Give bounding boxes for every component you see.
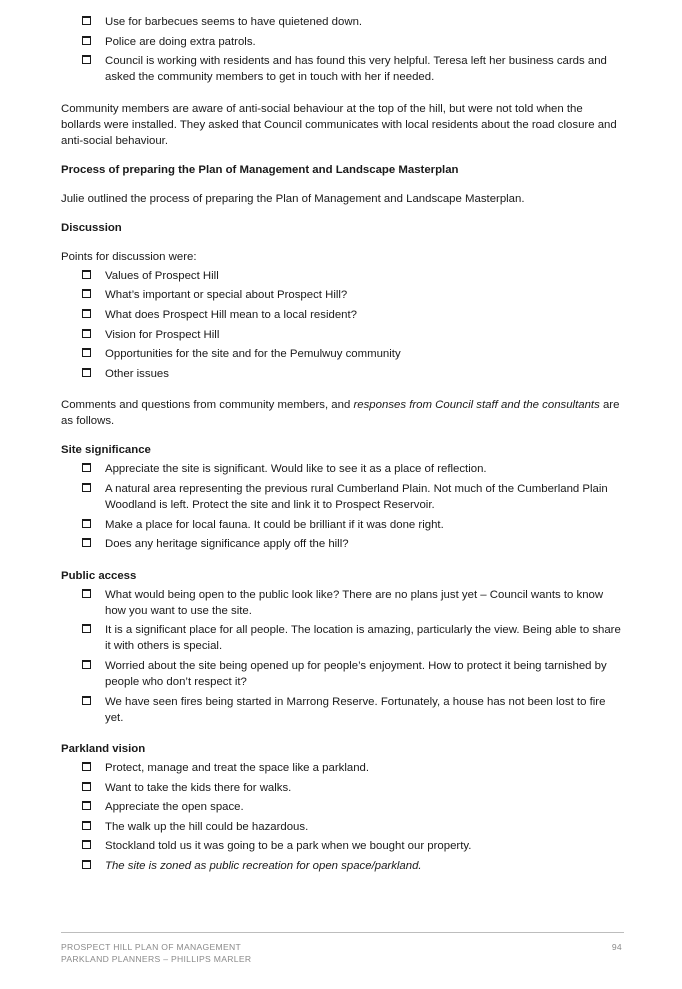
checkbox-bullet-icon [82,821,91,830]
checkbox-bullet-icon [82,519,91,528]
checkbox-bullet-icon [82,368,91,377]
list-item: What does Prospect Hill mean to a local resident? [82,307,621,323]
list-item: Council is working with residents and has found this very helpful. Teresa left her business cards and asked the community members to get in touch with her if needed. [82,53,621,85]
checkbox-bullet-icon [82,538,91,547]
list-item: Police are doing extra patrols. [82,34,621,50]
public-access-list [61,587,621,726]
list-item: We have seen fires being started in Marrong Reserve. Fortunately, a house has not been lost to fire yet. [82,694,621,726]
heading-site-significance: Site significance [61,444,151,457]
list-item: Opportunities for the site and for the Pemulwuy community [82,346,621,362]
paragraph-comments: Comments and questions from community members, and responses from Council staff and the consultants are as follows. [61,399,620,428]
list-item: Make a place for local fauna. It could be brilliant if it was done right. [82,517,621,533]
checkbox-bullet-icon [82,860,91,869]
checkbox-bullet-icon [82,840,91,849]
list-item: It is a significant place for all people. The location is amazing, particularly the view. Being able to share it with others is special. [82,622,621,654]
list-item: Appreciate the site is significant. Would like to see it as a place of reflection. [82,461,621,477]
list-item: A natural area representing the previous rural Cumberland Plain. Not much of the Cumberland Plain Woodland is left. Protect the site and link it to Prospect Reservoir. [82,481,621,513]
heading-discussion: Discussion [61,221,122,234]
page-footer [61,932,624,965]
list-item: The walk up the hill could be hazardous. [82,819,621,835]
footer-authors: PARKLAND PLANNERS – PHILLIPS MARLER [61,954,252,964]
checkbox-bullet-icon [82,762,91,771]
heading-process: Process of preparing the Plan of Management and Landscape Masterplan [61,163,459,176]
list-item: Protect, manage and treat the space like a parkland. [82,760,621,776]
list-item: Appreciate the open space. [82,799,621,815]
checkbox-bullet-icon [82,463,91,472]
intro-list [61,14,621,85]
checkbox-bullet-icon [82,801,91,810]
checkbox-bullet-icon [82,624,91,633]
checkbox-bullet-icon [82,16,91,25]
list-item: What’s important or special about Prospect Hill? [82,287,621,303]
checkbox-bullet-icon [82,329,91,338]
checkbox-bullet-icon [82,782,91,791]
list-item: Use for barbecues seems to have quietened down. [82,14,621,30]
list-item: What would being open to the public look like? There are no plans just yet – Council wants to know how you want to use the site. [82,587,621,619]
paragraph-points: Points for discussion were: [61,250,197,263]
site-significance-list [61,461,621,552]
checkbox-bullet-icon [82,36,91,45]
heading-parkland-vision: Parkland vision [61,743,146,756]
page-number: 94 [611,942,622,952]
list-item: Worried about the site being opened up for people’s enjoyment. How to protect it being tarnished by people who don’t respect it? [82,658,621,690]
paragraph-process: Julie outlined the process of preparing the Plan of Management and Landscape Masterplan. [61,192,525,205]
list-item: Other issues [82,366,621,382]
list-item: The site is zoned as public recreation for open space/parkland. [82,858,621,874]
heading-public-access: Public access [61,569,137,582]
checkbox-bullet-icon [82,309,91,318]
list-item: Vision for Prospect Hill [82,327,621,343]
discussion-list [61,268,621,382]
checkbox-bullet-icon [82,348,91,357]
paragraph-antisocial: Community members are aware of anti-social behaviour at the top of the hill, but were not told when the bollards were installed. They asked that Council communicates with local residents about the road closure and anti-social behaviour. [61,102,617,147]
checkbox-bullet-icon [82,483,91,492]
footer-document-title: PROSPECT HILL PLAN OF MANAGEMENT [61,942,242,952]
list-item: Stockland told us it was going to be a park when we bought our property. [82,838,621,854]
checkbox-bullet-icon [82,270,91,279]
list-item: Want to take the kids there for walks. [82,780,621,796]
checkbox-bullet-icon [82,55,91,64]
list-item: Does any heritage significance apply off the hill? [82,536,621,552]
checkbox-bullet-icon [82,289,91,298]
list-item: Values of Prospect Hill [82,268,621,284]
document-page [61,14,621,878]
checkbox-bullet-icon [82,660,91,669]
parkland-vision-list [61,760,621,874]
checkbox-bullet-icon [82,696,91,705]
checkbox-bullet-icon [82,589,91,598]
